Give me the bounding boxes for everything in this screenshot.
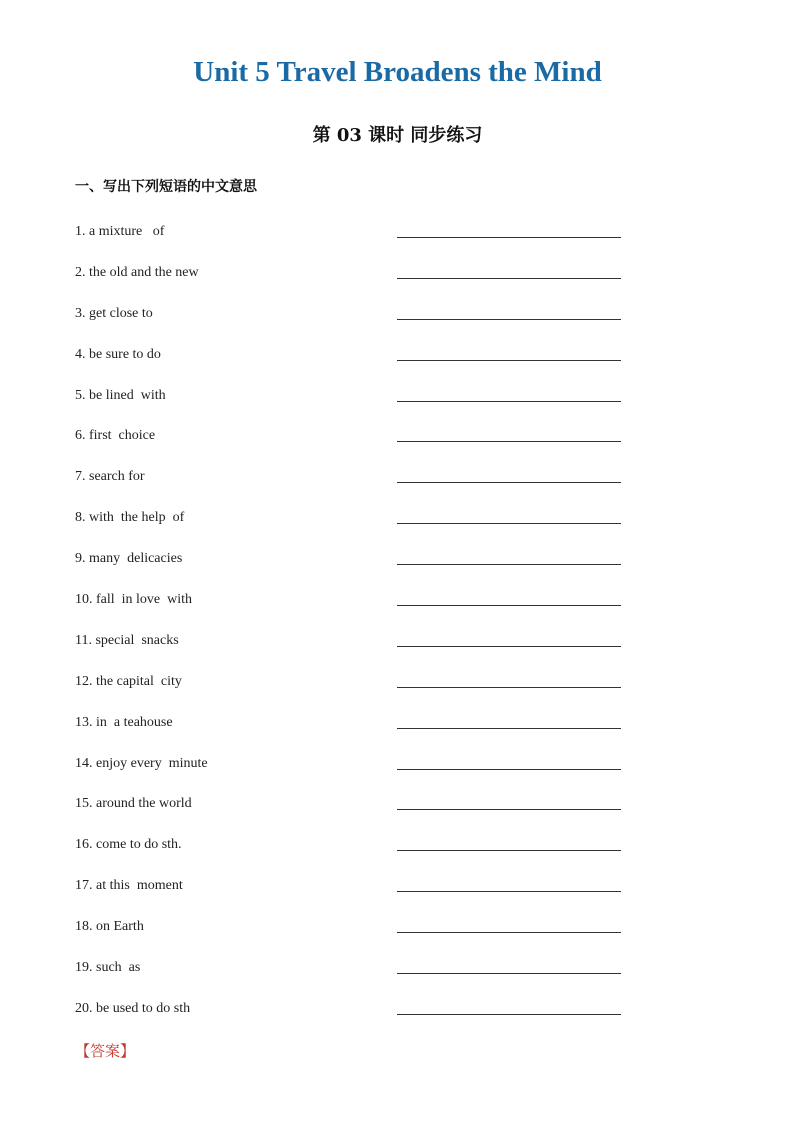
- answer-blank[interactable]: [397, 523, 621, 524]
- document-title: Unit 5 Travel Broadens the Mind: [193, 56, 602, 88]
- answer-blank[interactable]: [397, 237, 621, 238]
- answer-blank[interactable]: [397, 564, 621, 565]
- phrase-text: 9. many delicacies: [75, 551, 183, 567]
- phrase-text: 6. first choice: [75, 428, 156, 444]
- list-item: [75, 872, 635, 913]
- list-item: [75, 790, 635, 831]
- phrase-text: 15. around the world: [75, 796, 192, 812]
- answer-blank[interactable]: [397, 1014, 621, 1015]
- phrase-text: 17. at this moment: [75, 878, 183, 894]
- phrase-text: 4. be sure to do: [75, 346, 161, 362]
- answer-blank[interactable]: [397, 319, 621, 320]
- phrase-text: 16. come to do sth.: [75, 837, 182, 853]
- answer-blank[interactable]: [397, 360, 621, 361]
- list-item: [75, 504, 635, 545]
- list-item: [75, 586, 635, 627]
- phrase-text: 14. enjoy every minute: [75, 755, 208, 771]
- answer-blank[interactable]: [397, 809, 621, 810]
- answer-label: 【答案】: [75, 1042, 136, 1060]
- answer-blank[interactable]: [397, 441, 621, 442]
- phrase-list: [75, 218, 635, 1036]
- list-item: [75, 259, 635, 300]
- answer-blank[interactable]: [397, 401, 621, 402]
- lesson-subtitle: 第 03 课时 同步练习: [312, 125, 483, 146]
- list-item: [75, 709, 635, 750]
- answer-blank[interactable]: [397, 769, 621, 770]
- section-heading: 一、写出下列短语的中文意思: [75, 179, 257, 195]
- phrase-text: 8. with the help of: [75, 510, 185, 526]
- answer-blank[interactable]: [397, 687, 621, 688]
- list-item: [75, 382, 635, 423]
- phrase-text: 2. the old and the new: [75, 264, 199, 280]
- phrase-text: 18. on Earth: [75, 919, 144, 935]
- phrase-text: 3. get close to: [75, 305, 153, 321]
- list-item: [75, 668, 635, 709]
- list-item: [75, 300, 635, 341]
- list-item: [75, 831, 635, 872]
- phrase-text: 12. the capital city: [75, 673, 182, 689]
- answer-blank[interactable]: [397, 932, 621, 933]
- answer-blank[interactable]: [397, 646, 621, 647]
- list-item: [75, 341, 635, 382]
- phrase-text: 5. be lined with: [75, 387, 166, 403]
- answer-blank[interactable]: [397, 891, 621, 892]
- answer-blank[interactable]: [397, 973, 621, 974]
- phrase-text: 10. fall in love with: [75, 592, 193, 608]
- list-item: [75, 627, 635, 668]
- answer-blank[interactable]: [397, 605, 621, 606]
- phrase-text: 13. in a teahouse: [75, 714, 173, 730]
- answer-blank[interactable]: [397, 278, 621, 279]
- list-item: [75, 422, 635, 463]
- list-item: [75, 463, 635, 504]
- phrase-text: 20. be used to do sth: [75, 1000, 191, 1016]
- phrase-text: 1. a mixture of: [75, 224, 165, 239]
- phrase-text: 19. such as: [75, 960, 141, 976]
- answer-blank[interactable]: [397, 850, 621, 851]
- list-item: [75, 545, 635, 586]
- phrase-text: 7. search for: [75, 469, 145, 485]
- phrase-text: 11. special snacks: [75, 632, 179, 648]
- answer-blank[interactable]: [397, 728, 621, 729]
- list-item: [75, 954, 635, 995]
- answer-blank[interactable]: [397, 482, 621, 483]
- list-item: [75, 913, 635, 954]
- list-item: [75, 218, 635, 259]
- list-item: [75, 750, 635, 791]
- list-item: [75, 995, 635, 1036]
